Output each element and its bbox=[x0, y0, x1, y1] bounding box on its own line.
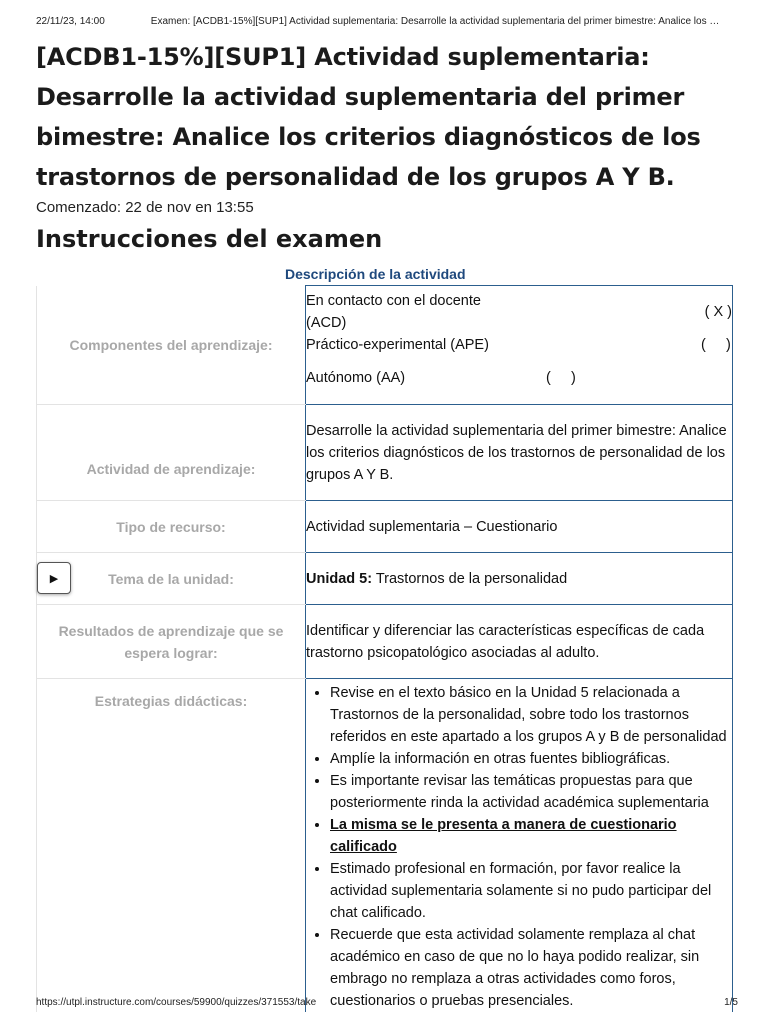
unit-number: Unidad 5: bbox=[306, 570, 373, 587]
print-header bbox=[36, 16, 738, 27]
component-ape bbox=[306, 329, 732, 362]
row-outcomes bbox=[37, 605, 733, 679]
component-name: Autónomo (AA) bbox=[306, 370, 406, 386]
component-mark: ( X ) bbox=[704, 304, 732, 320]
quiz-title: [ACDB1-15%][SUP1] Actividad suplementaria: Desarrolle la actividad suplementaria del primer bimestre: Analice los criterios diagnósticos de los trastornos de personalidad de los grupos A Y B. bbox=[36, 43, 701, 191]
label-components: Componentes del aprendizaje: bbox=[37, 286, 306, 405]
component-mark: ( ) bbox=[701, 337, 731, 353]
started-timestamp: Comenzado: 22 de nov en 13:55 bbox=[36, 199, 254, 216]
component-name: En contacto con el docente (ACD) bbox=[306, 293, 481, 331]
value-strategies bbox=[306, 679, 733, 1013]
strategy-item: • La misma se le presenta a manera de cuestionario calificado bbox=[330, 814, 732, 858]
label-outcomes: Resultados de aprendizaje que se espera lograr: bbox=[37, 605, 306, 679]
label-strategies: Estrategias didácticas: bbox=[37, 679, 306, 1013]
row-strategies bbox=[37, 679, 733, 1013]
component-acd bbox=[306, 293, 732, 331]
unit-topic-text: Trastornos de la personalidad bbox=[375, 570, 568, 587]
page-url: https://utpl.instructure.com/courses/59900/quizzes/371553/take bbox=[36, 997, 317, 1008]
value-components bbox=[306, 286, 733, 405]
strategies-list bbox=[306, 682, 732, 1012]
value-outcomes bbox=[306, 605, 733, 679]
page-number: 1/5 bbox=[724, 997, 738, 1008]
media-play-button[interactable] bbox=[37, 562, 71, 594]
row-unit-topic bbox=[37, 553, 733, 605]
row-learning-activity bbox=[37, 405, 733, 501]
value-resource-type: Actividad suplementaria – Cuestionario bbox=[306, 501, 733, 553]
value-learning-activity bbox=[306, 405, 733, 501]
label-resource-type: Tipo de recurso: bbox=[37, 501, 306, 553]
label-unit-topic: Tema de la unidad: bbox=[37, 553, 306, 605]
component-aa bbox=[306, 362, 732, 395]
strategy-item: • Revise en el texto básico en la Unidad 5 relacionada a Trastornos de la personalidad, sobre todo los trastornos referidos en este apartado a los grupos A y B de personalidad bbox=[330, 682, 732, 748]
label-learning-activity: Actividad de aprendizaje: bbox=[37, 405, 306, 501]
strategy-item: • Es importante revisar las temáticas propuestas para que posteriormente rinda la actividad académica suplementaria bbox=[330, 770, 732, 814]
row-resource-type bbox=[37, 501, 733, 553]
play-icon: ▶ bbox=[49, 572, 59, 585]
instructions-heading: Instrucciones del examen bbox=[36, 225, 383, 253]
activity-description-table bbox=[36, 285, 733, 1012]
learning-activity-text: Desarrolle la actividad suplementaria del primer bimestre: Analice los criterios diagnósticos de los trastornos de personalidad de los grupos A Y B. bbox=[306, 422, 727, 483]
component-mark: ( ) bbox=[546, 370, 576, 386]
strategy-item: • Estimado profesional en formación, por favor realice la actividad suplementaria solamente si no pudo participar del chat calificado. bbox=[330, 858, 732, 924]
print-doc-title: Examen: [ACDB1-15%][SUP1] Actividad suplementaria: Desarrolle la actividad suplementaria del primer bimestre: Analice los … bbox=[150, 16, 720, 27]
value-unit-topic bbox=[306, 553, 733, 605]
strategy-item: • Amplíe la información en otras fuentes bibliográficas. bbox=[330, 748, 732, 770]
strategy-item: • Recuerde que esta actividad solamente remplaza al chat académico en caso de que no lo haya podido realizar, sin embrago no remplaza a otras actividades como foros, cuestionarios o pruebas presenciales. bbox=[330, 924, 732, 1012]
print-footer bbox=[36, 997, 738, 1008]
activity-table-caption: Descripción de la actividad bbox=[285, 266, 466, 282]
row-components bbox=[37, 286, 733, 405]
component-name: Práctico-experimental (APE) bbox=[306, 337, 489, 353]
outcomes-text: Identificar y diferenciar las características específicas de cada trastorno psicopatológico asociadas al adulto. bbox=[306, 622, 705, 661]
print-date: 22/11/23, 14:00 bbox=[36, 16, 105, 27]
